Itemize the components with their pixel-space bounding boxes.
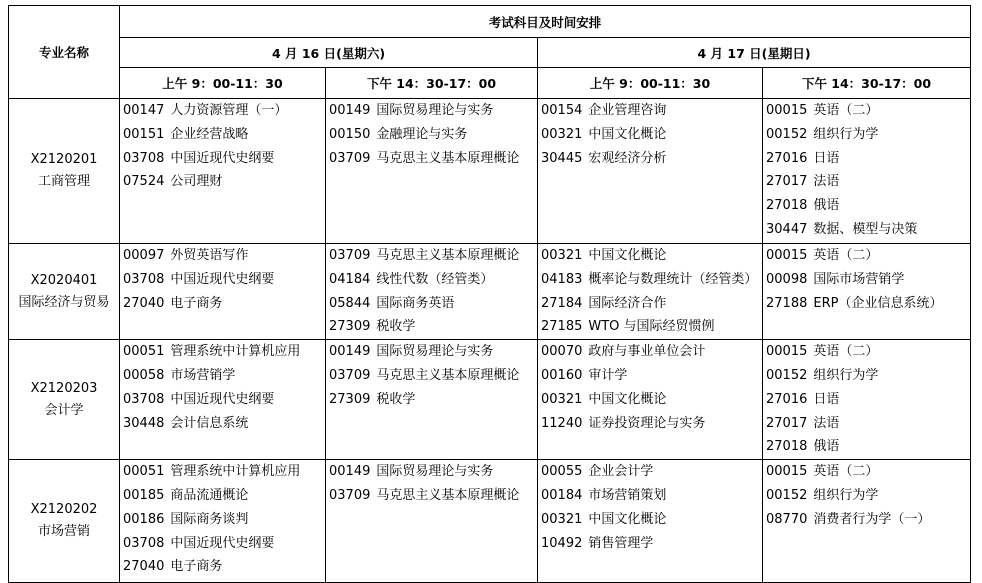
course-code: 00051 [123,344,165,360]
course-item [763,340,970,364]
course-name: 英语（二） [813,248,879,263]
course-code: 27309 [329,319,371,335]
course-item [763,460,970,484]
course-code: 00321 [541,126,583,142]
major-code: X2120201 [30,152,98,167]
course-code: 30448 [123,415,165,431]
course-name: 英语（二） [813,464,879,480]
session-cell [120,244,326,340]
major-title: 工商管理 [37,174,90,189]
session-cell [763,340,971,460]
course-item [326,340,537,364]
course-item [538,364,762,388]
course-code: 30447 [766,221,808,237]
major-code: X2020401 [30,272,98,288]
course-item [538,532,762,556]
course-item [763,244,970,268]
course-item [120,244,325,268]
course-name: 宏观经济分析 [588,150,667,166]
schedule-title: 考试科目及时间安排 [120,6,971,38]
session-header-4: 下午 14：30-17：00 [763,68,971,99]
course-item [120,268,325,292]
course-item [120,147,325,171]
course-name: 电子商务 [170,295,223,311]
course-code: 03709 [329,487,371,503]
major-code: X2120203 [30,380,98,396]
course-name: 中国文化概论 [588,391,667,407]
course-name: 国际商务英语 [376,295,455,311]
course-code: 03708 [123,150,165,166]
course-code: 00097 [123,248,165,263]
table-row [9,99,971,244]
course-code: 10492 [541,535,583,551]
course-item [538,388,762,412]
course-code: 00152 [766,367,808,383]
course-code: 00015 [766,344,808,360]
course-item [120,170,325,194]
course-name: 人力资源管理（一） [170,103,288,118]
major-title: 市场营销 [37,524,90,540]
course-code: 00321 [541,391,583,407]
course-item [763,435,970,459]
session-cell [326,340,538,460]
course-item [538,268,762,292]
course-name: 数据、模型与决策 [813,221,918,237]
course-name: 马克思主义基本原理概论 [376,248,520,263]
course-item [326,147,537,171]
course-item [538,244,762,268]
session-cell [538,340,763,460]
course-name: 管理系统中计算机应用 [170,464,301,480]
major-code: X2120202 [30,502,98,518]
course-code: 04184 [329,271,371,287]
course-code: 03708 [123,535,165,551]
course-item [326,484,537,508]
course-code: 03709 [329,367,371,383]
session-cell [120,460,326,583]
course-code: 27018 [766,439,808,455]
course-name: 外贸英语写作 [170,248,249,263]
course-name: 商品流通概论 [170,487,249,503]
course-name: 税收学 [376,319,416,335]
course-code: 27040 [123,295,165,311]
session-cell [120,99,326,244]
course-code: 00015 [766,103,808,118]
exam-schedule-table [8,5,971,583]
course-item [763,508,970,532]
course-item [763,194,970,218]
course-name: 英语（二） [813,103,879,118]
course-code: 00152 [766,126,808,142]
course-item [538,147,762,171]
course-code: 00070 [541,344,583,360]
course-item [763,147,970,171]
course-name: 日语 [813,150,840,166]
course-item [120,555,325,579]
course-code: 00147 [123,103,165,118]
session-cell [763,99,971,244]
course-item [763,99,970,123]
course-code: 00055 [541,464,583,480]
course-item [326,244,537,268]
session-cell [326,460,538,583]
session-cell [763,244,971,340]
course-code: 30445 [541,150,583,166]
course-name: 俄语 [813,439,840,455]
course-code: 27184 [541,295,583,311]
course-name: 组织行为学 [813,126,879,142]
course-code: 00098 [766,271,808,287]
course-name: 证券投资理论与实务 [588,415,706,431]
course-name: 企业会计学 [588,464,654,480]
course-item [538,412,762,436]
course-name: WTO 与国际经贸惯例 [588,319,715,335]
major-title: 国际经济与贸易 [18,294,110,310]
course-name: 税收学 [376,391,416,407]
major-title: 会计学 [44,402,84,418]
course-code: 00015 [766,248,808,263]
course-item [120,364,325,388]
course-name: 概率论与数理统计（经管类） [588,271,758,287]
course-name: 企业管理咨询 [588,103,667,118]
course-code: 03709 [329,248,371,263]
course-name: ERP（企业信息系统） [813,295,943,311]
course-name: 法语 [813,174,840,190]
course-name: 法语 [813,415,840,431]
course-item [538,315,762,339]
session-header-2: 下午 14：30-17：00 [326,68,538,99]
course-code: 00321 [541,248,583,263]
course-name: 中国近现代史纲要 [170,391,275,407]
course-item [538,484,762,508]
course-name: 管理系统中计算机应用 [170,344,301,360]
course-name: 中国近现代史纲要 [170,150,275,166]
course-item [538,123,762,147]
course-item [326,388,537,412]
date-header-1: 4 月 16 日(星期六) [120,38,538,68]
course-name: 马克思主义基本原理概论 [376,367,520,383]
course-code: 00154 [541,103,583,118]
course-code: 27017 [766,174,808,190]
course-code: 00015 [766,464,808,480]
course-name: 市场营销学 [170,367,236,383]
course-code: 27309 [329,391,371,407]
course-name: 马克思主义基本原理概论 [376,487,520,503]
course-code: 05844 [329,295,371,311]
course-code: 00149 [329,464,371,480]
course-item [326,292,537,316]
course-name: 日语 [813,391,840,407]
course-name: 中国文化概论 [588,511,667,527]
course-item [120,388,325,412]
course-item [120,292,325,316]
table-row [9,244,971,340]
session-header-1: 上午 9：00-11：30 [120,68,326,99]
course-name: 公司理财 [170,174,223,190]
course-name: 组织行为学 [813,487,879,503]
course-name: 组织行为学 [813,367,879,383]
course-item [326,315,537,339]
course-code: 00184 [541,487,583,503]
course-name: 市场营销策划 [588,487,667,503]
course-name: 金融理论与实务 [376,126,468,142]
session-cell [538,460,763,583]
course-item [763,388,970,412]
course-item [326,99,537,123]
course-item [763,268,970,292]
course-code: 04183 [541,271,583,287]
major-cell [9,244,120,340]
course-code: 00152 [766,487,808,503]
course-name: 中国近现代史纲要 [170,271,275,287]
course-code: 07524 [123,174,165,190]
course-name: 政府与事业单位会计 [588,344,706,360]
session-header-3: 上午 9：00-11：30 [538,68,763,99]
course-code: 27016 [766,391,808,407]
course-item [120,340,325,364]
course-name: 国际商务谈判 [170,511,249,527]
course-item [326,364,537,388]
course-name: 英语（二） [813,344,879,360]
course-item [538,340,762,364]
course-item [538,99,762,123]
course-code: 00151 [123,126,165,142]
course-item [326,460,537,484]
course-code: 00149 [329,344,371,360]
course-item [763,123,970,147]
course-code: 08770 [766,511,808,527]
course-item [120,532,325,556]
course-name: 国际贸易理论与实务 [376,344,494,360]
course-code: 00051 [123,464,165,480]
course-code: 27016 [766,150,808,166]
session-cell [538,99,763,244]
table-row [9,340,971,460]
course-code: 00150 [329,126,371,142]
course-item [120,508,325,532]
course-name: 国际贸易理论与实务 [376,103,494,118]
course-code: 27018 [766,198,808,214]
course-item [120,484,325,508]
course-code: 27185 [541,319,583,335]
course-item [763,170,970,194]
major-cell [9,340,120,460]
session-cell [120,340,326,460]
course-item [538,508,762,532]
course-name: 中国文化概论 [588,248,667,263]
course-item [763,412,970,436]
course-item [120,99,325,123]
course-name: 审计学 [588,367,628,383]
course-code: 00321 [541,511,583,527]
course-item [538,292,762,316]
date-header-2: 4 月 17 日(星期日) [538,38,971,68]
session-cell [326,244,538,340]
course-item [763,292,970,316]
course-code: 27188 [766,295,808,311]
course-code: 03708 [123,271,165,287]
course-code: 00149 [329,103,371,118]
course-item [538,460,762,484]
course-code: 27017 [766,415,808,431]
course-item [763,364,970,388]
course-code: 00160 [541,367,583,383]
course-name: 线性代数（经管类） [376,271,494,287]
session-cell [763,460,971,583]
course-code: 11240 [541,415,583,431]
course-name: 销售管理学 [588,535,654,551]
course-name: 会计信息系统 [170,415,249,431]
course-name: 中国近现代史纲要 [170,535,275,551]
course-code: 03709 [329,150,371,166]
course-name: 国际市场营销学 [813,271,905,287]
major-name-header: 专业名称 [9,6,120,99]
course-item [120,460,325,484]
session-cell [538,244,763,340]
course-code: 00185 [123,487,165,503]
session-cell [326,99,538,244]
course-name: 国际贸易理论与实务 [376,464,494,480]
course-code: 00058 [123,367,165,383]
course-item [120,123,325,147]
course-code: 00186 [123,511,165,527]
course-item [326,123,537,147]
table-row [9,460,971,583]
course-name: 俄语 [813,198,840,214]
course-item [763,484,970,508]
course-item [326,268,537,292]
major-cell [9,99,120,244]
course-name: 国际经济合作 [588,295,667,311]
course-name: 中国文化概论 [588,126,667,142]
course-name: 企业经营战略 [170,126,249,142]
course-code: 03708 [123,391,165,407]
major-cell [9,460,120,583]
course-name: 消费者行为学（一） [813,511,931,527]
course-name: 马克思主义基本原理概论 [376,150,520,166]
course-item [120,412,325,436]
course-name: 电子商务 [170,559,223,575]
course-code: 27040 [123,559,165,575]
course-item [763,218,970,242]
